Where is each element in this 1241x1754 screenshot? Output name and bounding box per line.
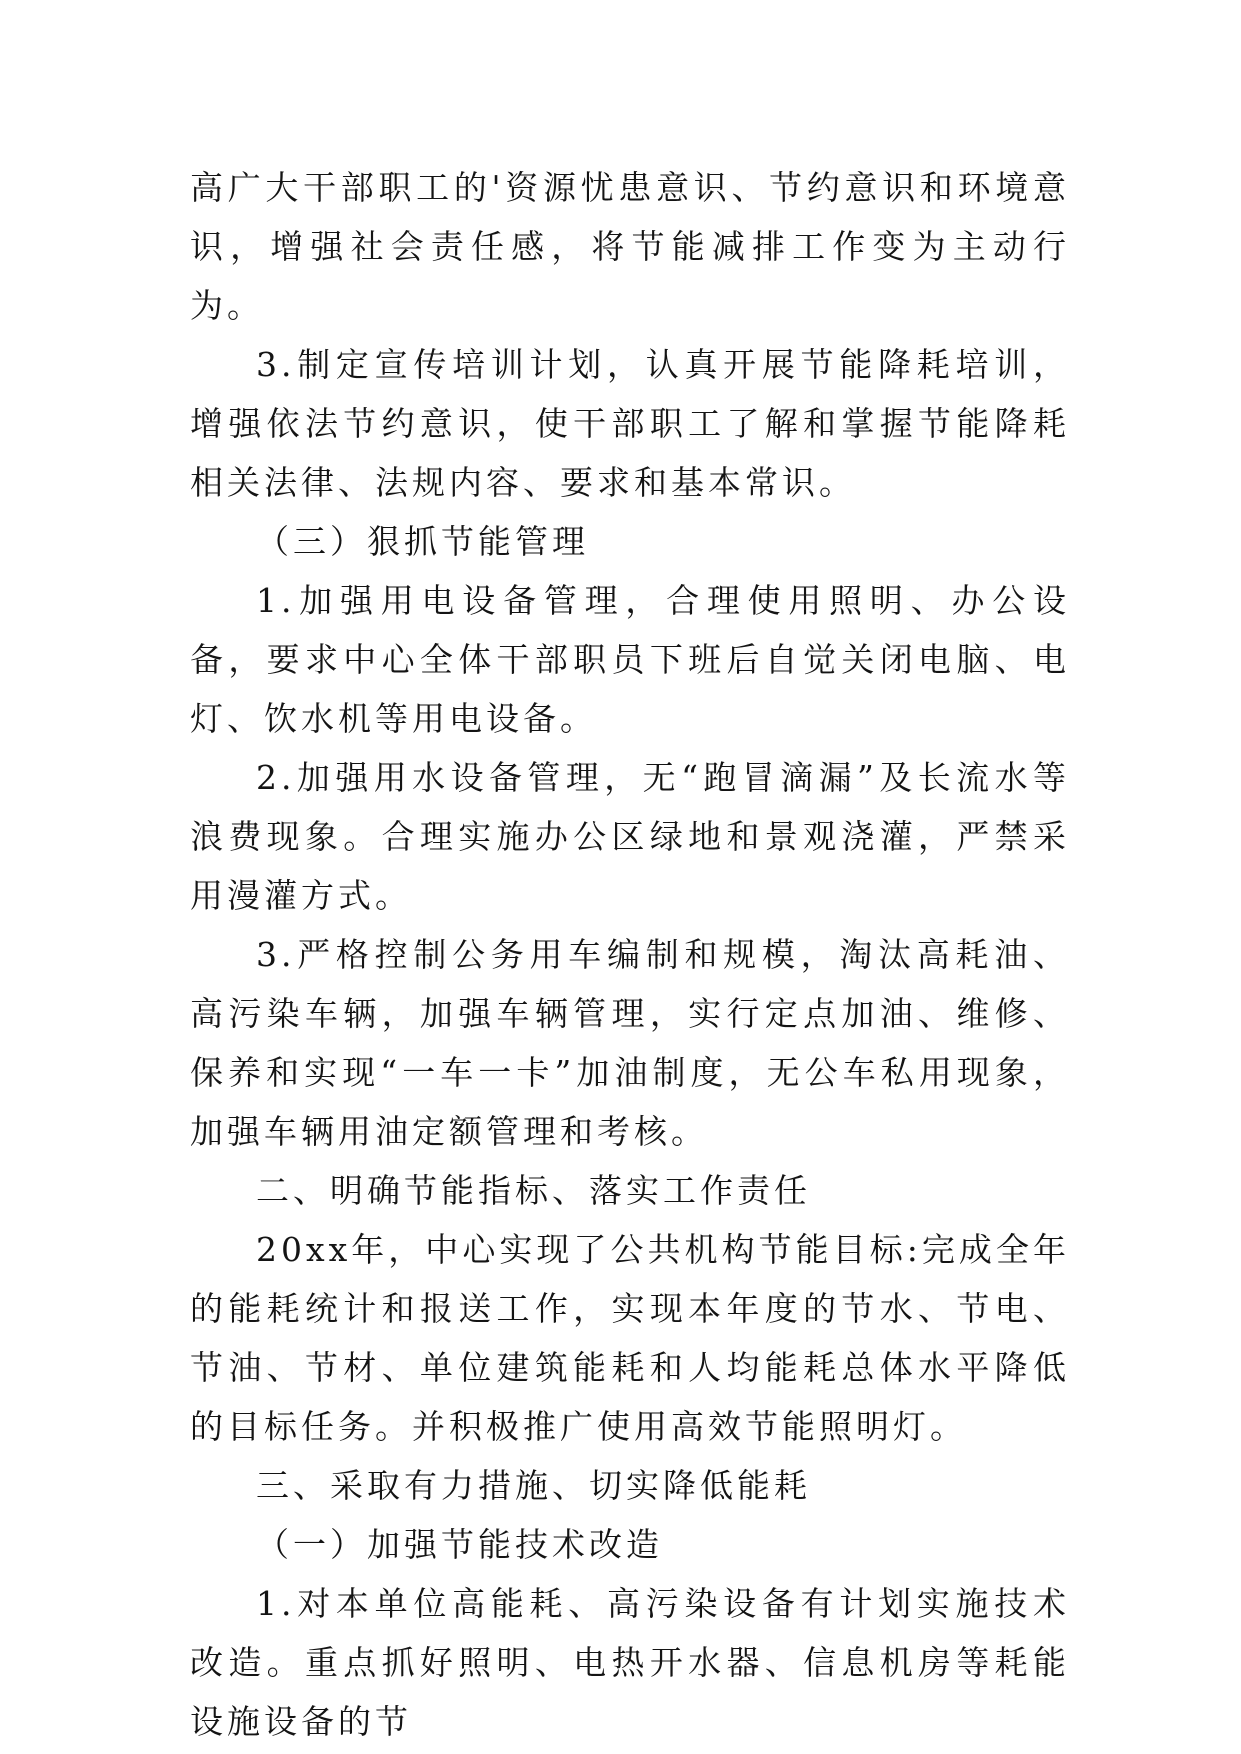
paragraph-item-1-upgrade: 1.对本单位高能耗、高污染设备有计划实施技术改造。重点抓好照明、电热开水器、信息机房等耗能设施设备的节 <box>190 1584 1070 1741</box>
section-heading-tech-upgrade: （一）加强节能技术改造 <box>256 1525 663 1564</box>
section-heading-energy-management: （三）狠抓节能管理 <box>256 522 589 561</box>
paragraph-item-2-water: 2.加强用水设备管理，无“跑冒滴漏”及长流水等浪费现象。合理实施办公区绿地和景观浇灌，严禁采用漫灌方式。 <box>190 758 1070 915</box>
paragraph-item-3-training: 3.制定宣传培训计划，认真开展节能降耗培训，增强依法节约意识，使干部职工了解和掌握节能降耗相关法律、法规内容、要求和基本常识。 <box>190 345 1070 502</box>
paragraph-item-3-vehicles: 3.严格控制公务用车编制和规模，淘汰高耗油、高污染车辆，加强车辆管理，实行定点加油、维修、保养和实现“一车一卡”加油制度，无公车私用现象，加强车辆用油定额管理和考核。 <box>190 935 1070 1151</box>
section-heading-targets: 二、明确节能指标、落实工作责任 <box>256 1171 811 1210</box>
paragraph-item-1-electricity: 1.加强用电设备管理，合理使用照明、办公设备，要求中心全体干部职员下班后自觉关闭电脑、电灯、饮水机等用电设备。 <box>190 581 1070 738</box>
section-heading-measures: 三、采取有力措施、切实降低能耗 <box>256 1466 811 1505</box>
document-body <box>190 158 1070 1751</box>
paragraph-continuation: 高广大干部职工的'资源忧患意识、节约意识和环境意识，增强社会责任感，将节能减排工作变为主动行为。 <box>190 168 1070 325</box>
paragraph-annual-targets: 20xx年，中心实现了公共机构节能目标:完成全年的能耗统计和报送工作，实现本年度的节水、节电、节油、节材、单位建筑能耗和人均能耗总体水平降低的目标任务。并积极推广使用高效节能照明灯。 <box>190 1230 1070 1446</box>
